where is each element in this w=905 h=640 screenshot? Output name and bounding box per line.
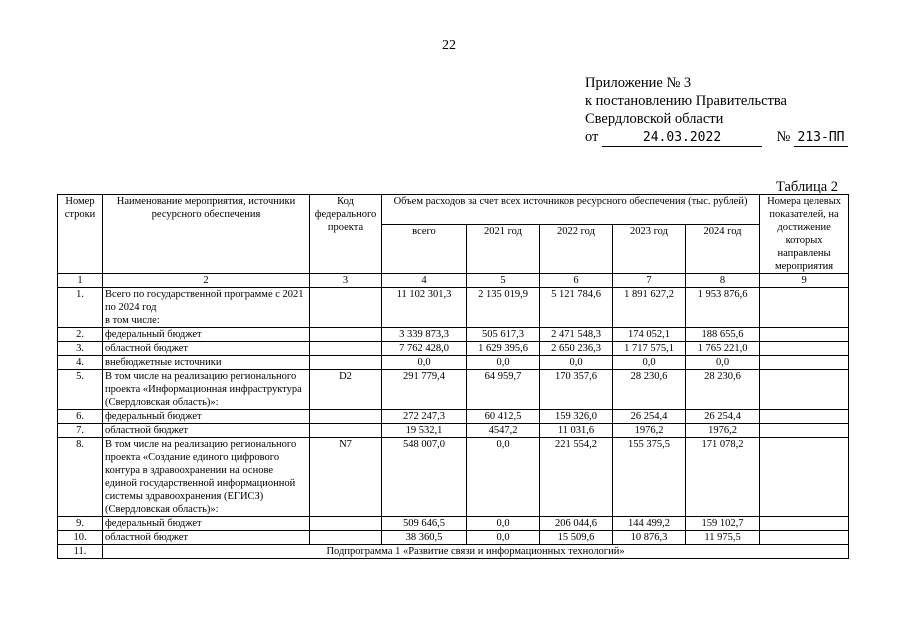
value-total: 19 532,1 bbox=[382, 424, 467, 438]
value-2024: 1 765 221,0 bbox=[686, 342, 760, 356]
row-number: 3. bbox=[58, 342, 103, 356]
project-code bbox=[310, 424, 382, 438]
row-name: В том числе на реализацию регионального проекта «Создание единого цифрового контура в здравоохранении на основе единой государственной информационной системы здравоохранения (ЕГИСЗ) (Свердловская область)»: bbox=[103, 438, 310, 517]
value-total: 548 007,0 bbox=[382, 438, 467, 517]
row-name: областной бюджет bbox=[103, 342, 310, 356]
project-code bbox=[310, 517, 382, 531]
value-total: 509 646,5 bbox=[382, 517, 467, 531]
table-row bbox=[58, 288, 849, 328]
project-code: D2 bbox=[310, 370, 382, 410]
row-name: федеральный бюджет bbox=[103, 410, 310, 424]
target-numbers bbox=[760, 517, 849, 531]
col-number: 1 bbox=[58, 274, 103, 288]
col-number: 6 bbox=[540, 274, 613, 288]
header-targets: Номера целевых показателей, на достижение которых направлены мероприятия bbox=[760, 195, 849, 274]
col-number: 5 bbox=[467, 274, 540, 288]
value-total: 272 247,3 bbox=[382, 410, 467, 424]
table-row bbox=[58, 424, 849, 438]
target-numbers bbox=[760, 356, 849, 370]
row-name: внебюджетные источники bbox=[103, 356, 310, 370]
value-2022: 0,0 bbox=[540, 356, 613, 370]
row-number: 5. bbox=[58, 370, 103, 410]
header-2023: 2023 год bbox=[613, 225, 686, 274]
header-code: Код федерального проекта bbox=[310, 195, 382, 274]
header-name: Наименование мероприятия, источники ресурсного обеспечения bbox=[103, 195, 310, 274]
project-code bbox=[310, 356, 382, 370]
col-number: 9 bbox=[760, 274, 849, 288]
value-2023: 0,0 bbox=[613, 356, 686, 370]
row-name: Всего по государственной программе с 2021 по 2024 год в том числе: bbox=[103, 288, 310, 328]
value-2024: 28 230,6 bbox=[686, 370, 760, 410]
target-numbers bbox=[760, 288, 849, 328]
number-label: № bbox=[776, 129, 791, 145]
table-row bbox=[58, 370, 849, 410]
target-numbers bbox=[760, 370, 849, 410]
col-number: 2 bbox=[103, 274, 310, 288]
value-2023: 144 499,2 bbox=[613, 517, 686, 531]
header-2024: 2024 год bbox=[686, 225, 760, 274]
table-row bbox=[58, 438, 849, 517]
date-label: от bbox=[585, 129, 599, 145]
table-row bbox=[58, 356, 849, 370]
subprogram-row bbox=[58, 545, 849, 559]
row-name: В том числе на реализацию регионального проекта «Информационная инфраструктура (Свердловская область)»: bbox=[103, 370, 310, 410]
value-2021: 505 617,3 bbox=[467, 328, 540, 342]
resolution-number: 213-ПП bbox=[794, 130, 848, 147]
row-number: 10. bbox=[58, 531, 103, 545]
value-2022: 2 471 548,3 bbox=[540, 328, 613, 342]
page-number: 22 bbox=[442, 38, 456, 53]
value-2022: 11 031,6 bbox=[540, 424, 613, 438]
row-number: 2. bbox=[58, 328, 103, 342]
appendix-title: Приложение № 3 bbox=[585, 75, 692, 91]
col-number: 8 bbox=[686, 274, 760, 288]
appendix-header bbox=[585, 74, 848, 147]
value-2023: 1976,2 bbox=[613, 424, 686, 438]
row-number: 11. bbox=[58, 545, 103, 559]
value-2024: 159 102,7 bbox=[686, 517, 760, 531]
col-number: 4 bbox=[382, 274, 467, 288]
target-numbers bbox=[760, 531, 849, 545]
header-row-no: Номер строки bbox=[58, 195, 103, 274]
target-numbers bbox=[760, 438, 849, 517]
value-2023: 1 717 575,1 bbox=[613, 342, 686, 356]
value-2023: 155 375,5 bbox=[613, 438, 686, 517]
row-number: 4. bbox=[58, 356, 103, 370]
value-2022: 221 554,2 bbox=[540, 438, 613, 517]
header-2021: 2021 год bbox=[467, 225, 540, 274]
target-numbers bbox=[760, 342, 849, 356]
row-number: 8. bbox=[58, 438, 103, 517]
row-number: 6. bbox=[58, 410, 103, 424]
value-2021: 60 412,5 bbox=[467, 410, 540, 424]
project-code bbox=[310, 288, 382, 328]
value-total: 38 360,5 bbox=[382, 531, 467, 545]
appendix-region: Свердловской области bbox=[585, 111, 724, 127]
subprogram-title: Подпрограмма 1 «Развитие связи и информационных технологий» bbox=[103, 545, 849, 559]
row-number: 7. bbox=[58, 424, 103, 438]
row-name: федеральный бюджет bbox=[103, 328, 310, 342]
row-name: областной бюджет bbox=[103, 531, 310, 545]
project-code bbox=[310, 531, 382, 545]
header-row bbox=[58, 195, 849, 225]
value-2022: 159 326,0 bbox=[540, 410, 613, 424]
row-number: 1. bbox=[58, 288, 103, 328]
project-code bbox=[310, 328, 382, 342]
value-total: 291 779,4 bbox=[382, 370, 467, 410]
value-2021: 0,0 bbox=[467, 517, 540, 531]
value-total: 11 102 301,3 bbox=[382, 288, 467, 328]
value-2023: 28 230,6 bbox=[613, 370, 686, 410]
project-code bbox=[310, 410, 382, 424]
value-2024: 26 254,4 bbox=[686, 410, 760, 424]
table-row bbox=[58, 517, 849, 531]
value-2023: 174 052,1 bbox=[613, 328, 686, 342]
value-total: 0,0 bbox=[382, 356, 467, 370]
value-2024: 0,0 bbox=[686, 356, 760, 370]
budget-table bbox=[57, 194, 849, 559]
col-number: 7 bbox=[613, 274, 686, 288]
row-name: федеральный бюджет bbox=[103, 517, 310, 531]
appendix-date-line bbox=[585, 128, 848, 147]
project-code: N7 bbox=[310, 438, 382, 517]
value-2021: 1 629 395,6 bbox=[467, 342, 540, 356]
value-2021: 64 959,7 bbox=[467, 370, 540, 410]
header-volume: Объем расходов за счет всех источников ресурсного обеспечения (тыс. рублей) bbox=[382, 195, 760, 225]
value-2021: 0,0 bbox=[467, 531, 540, 545]
value-2024: 1 953 876,6 bbox=[686, 288, 760, 328]
value-2024: 188 655,6 bbox=[686, 328, 760, 342]
table-row bbox=[58, 342, 849, 356]
target-numbers bbox=[760, 424, 849, 438]
header-total: всего bbox=[382, 225, 467, 274]
value-2022: 170 357,6 bbox=[540, 370, 613, 410]
value-2022: 5 121 784,6 bbox=[540, 288, 613, 328]
table-row bbox=[58, 531, 849, 545]
header-2022: 2022 год bbox=[540, 225, 613, 274]
value-2022: 15 509,6 bbox=[540, 531, 613, 545]
table-row bbox=[58, 328, 849, 342]
value-2024: 171 078,2 bbox=[686, 438, 760, 517]
column-numbers-row bbox=[58, 274, 849, 288]
value-2021: 0,0 bbox=[467, 356, 540, 370]
value-2023: 1 891 627,2 bbox=[613, 288, 686, 328]
col-number: 3 bbox=[310, 274, 382, 288]
value-2023: 10 876,3 bbox=[613, 531, 686, 545]
appendix-resolution: к постановлению Правительства bbox=[585, 93, 787, 109]
value-2021: 0,0 bbox=[467, 438, 540, 517]
row-number: 9. bbox=[58, 517, 103, 531]
value-2024: 11 975,5 bbox=[686, 531, 760, 545]
value-2021: 4547,2 bbox=[467, 424, 540, 438]
target-numbers bbox=[760, 410, 849, 424]
value-2023: 26 254,4 bbox=[613, 410, 686, 424]
value-2021: 2 135 019,9 bbox=[467, 288, 540, 328]
target-numbers bbox=[760, 328, 849, 342]
value-2024: 1976,2 bbox=[686, 424, 760, 438]
row-name: областной бюджет bbox=[103, 424, 310, 438]
value-2022: 206 044,6 bbox=[540, 517, 613, 531]
project-code bbox=[310, 342, 382, 356]
resolution-date: 24.03.2022 bbox=[602, 130, 762, 147]
table-row bbox=[58, 410, 849, 424]
table-title: Таблица 2 bbox=[776, 179, 839, 195]
value-total: 3 339 873,3 bbox=[382, 328, 467, 342]
value-total: 7 762 428,0 bbox=[382, 342, 467, 356]
value-2022: 2 650 236,3 bbox=[540, 342, 613, 356]
